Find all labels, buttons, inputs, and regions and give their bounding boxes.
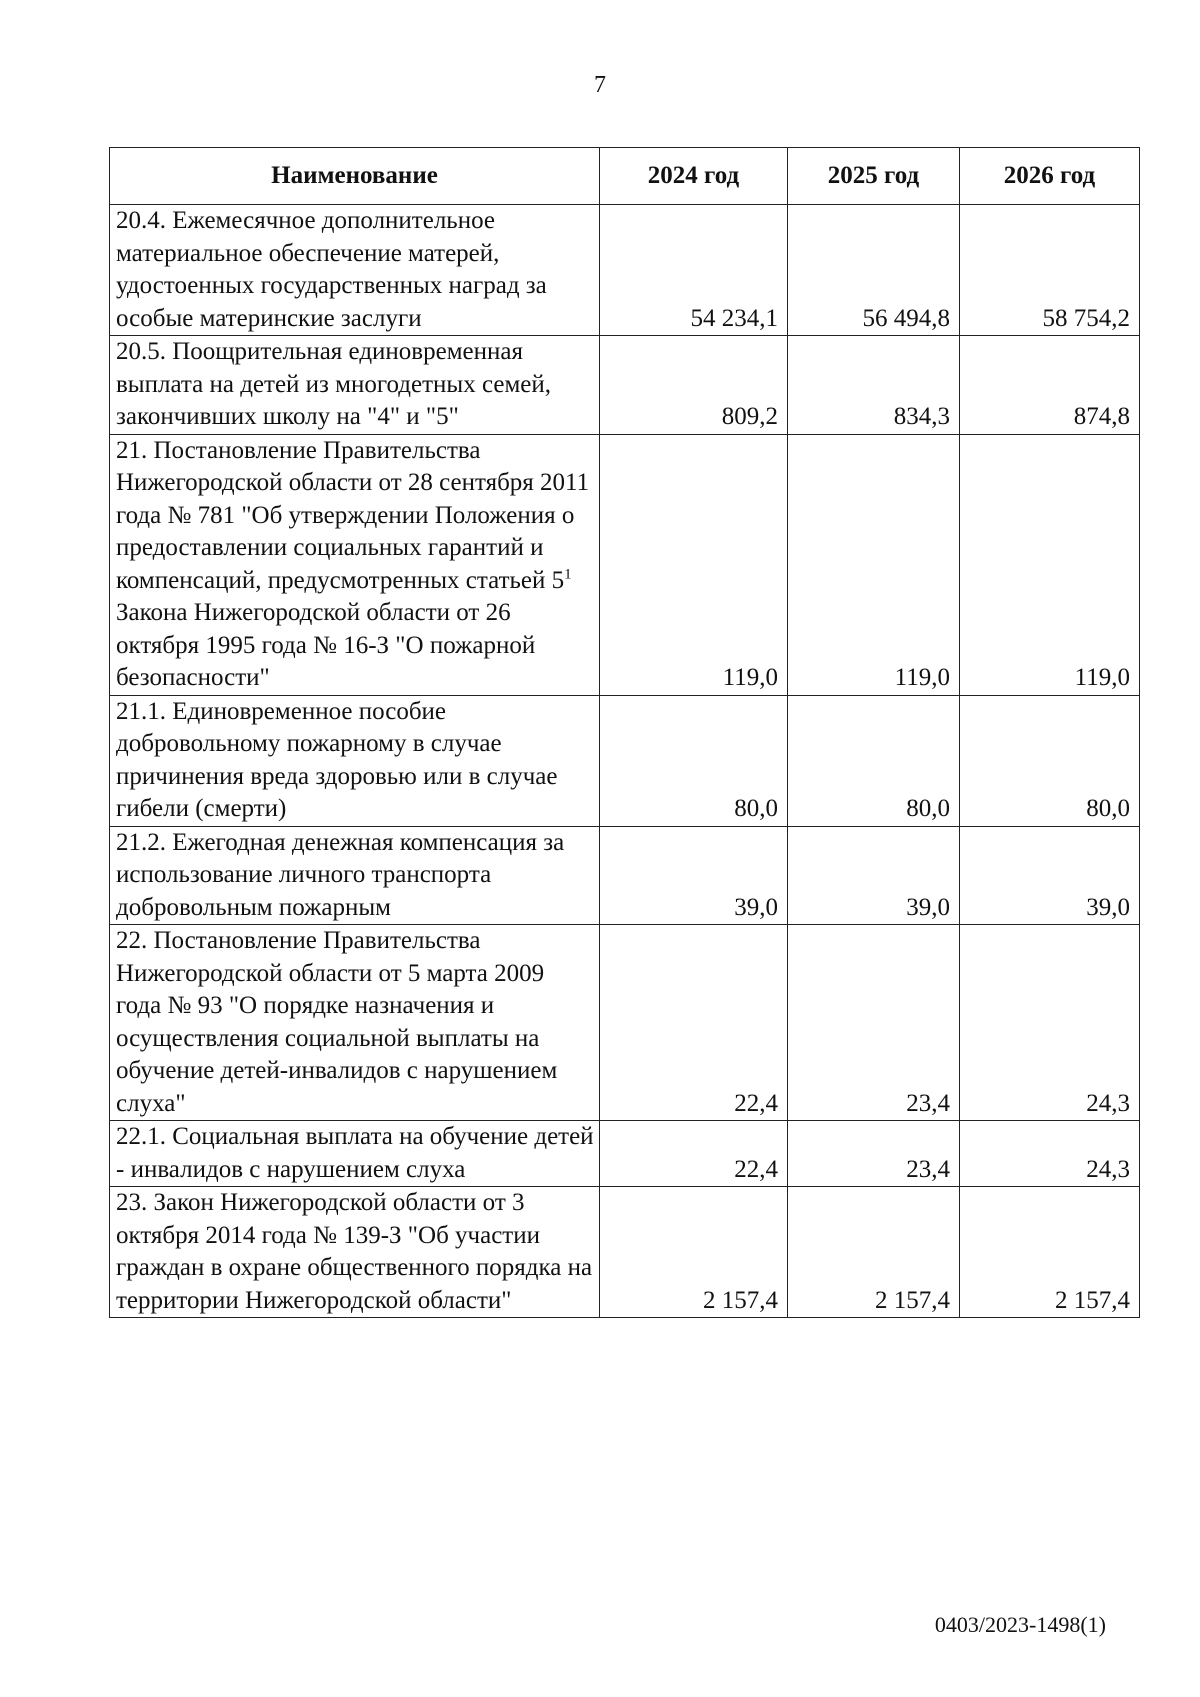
row-name-part1: 21. Постановление Правительства Нижегородской области от 28 сентября 2011 года № 781 "Об утверждении Положения о предоставлении социальных гарантий и компенсаций, предусмотренных статьей 5 [116, 436, 590, 594]
row-value-2024: 54 234,1 [600, 205, 788, 336]
table-row [110, 1121, 1140, 1187]
row-name-part2: Закона Нижегородской области от 26 октября 1995 года № 16-З "О пожарной безопасности" [116, 599, 536, 691]
row-name: 22. Постановление Правительства Нижегородской области от 5 марта 2009 года № 93 "О порядке назначения и осуществления социальной выплаты на обучение детей-инвалидов с нарушением слуха" [110, 925, 600, 1121]
row-name: 23. Закон Нижегородской области от 3 октября 2014 года № 139-З "Об участии граждан в охране общественного порядка на территории Нижегородской области" [110, 1187, 600, 1318]
table-row [110, 434, 1140, 695]
row-value-2025: 56 494,8 [788, 205, 960, 336]
row-value-2026: 2 157,4 [960, 1187, 1140, 1318]
table-row [110, 925, 1140, 1121]
row-name: 20.5. Поощрительная единовременная выплата на детей из многодетных семей, закончивших школу на "4" и "5" [110, 336, 600, 435]
row-value-2024: 2 157,4 [600, 1187, 788, 1318]
row-name: 22.1. Социальная выплата на обучение детей - инвалидов с нарушением слуха [110, 1121, 600, 1187]
row-value-2026: 119,0 [960, 434, 1140, 695]
page-number: 7 [594, 72, 606, 98]
row-value-2024: 119,0 [600, 434, 788, 695]
row-value-2025: 80,0 [788, 695, 960, 826]
row-value-2026: 39,0 [960, 826, 1140, 925]
row-name: 21.1. Единовременное пособие добровольному пожарному в случае причинения вреда здоровью или в случае гибели (смерти) [110, 695, 600, 826]
row-value-2024: 80,0 [600, 695, 788, 826]
row-value-2025: 2 157,4 [788, 1187, 960, 1318]
table-row [110, 205, 1140, 336]
table-row [110, 695, 1140, 826]
budget-table [109, 147, 1140, 1318]
row-value-2024: 39,0 [600, 826, 788, 925]
article-superscript: 1 [564, 566, 572, 583]
document-code: 0403/2023-1498(1) [934, 1612, 1106, 1637]
row-value-2025: 834,3 [788, 336, 960, 435]
row-value-2025: 39,0 [788, 826, 960, 925]
header-2026: 2026 год [960, 148, 1140, 205]
row-value-2025: 23,4 [788, 1121, 960, 1187]
row-value-2026: 24,3 [960, 1121, 1140, 1187]
table-row [110, 826, 1140, 925]
table-header-row [110, 148, 1140, 205]
row-value-2025: 23,4 [788, 925, 960, 1121]
header-name: Наименование [110, 148, 600, 205]
header-2024: 2024 год [600, 148, 788, 205]
row-value-2024: 22,4 [600, 1121, 788, 1187]
row-value-2024: 22,4 [600, 925, 788, 1121]
header-2025: 2025 год [788, 148, 960, 205]
row-value-2026: 80,0 [960, 695, 1140, 826]
row-value-2026: 58 754,2 [960, 205, 1140, 336]
table-row [110, 336, 1140, 435]
row-value-2026: 24,3 [960, 925, 1140, 1121]
row-value-2024: 809,2 [600, 336, 788, 435]
row-value-2025: 119,0 [788, 434, 960, 695]
row-name [110, 434, 600, 695]
row-name: 21.2. Ежегодная денежная компенсация за использование личного транспорта добровольным пожарным [110, 826, 600, 925]
table-row [110, 1187, 1140, 1318]
row-value-2026: 874,8 [960, 336, 1140, 435]
row-name: 20.4. Ежемесячное дополнительное материальное обеспечение матерей, удостоенных государственных наград за особые материнские заслуги [110, 205, 600, 336]
